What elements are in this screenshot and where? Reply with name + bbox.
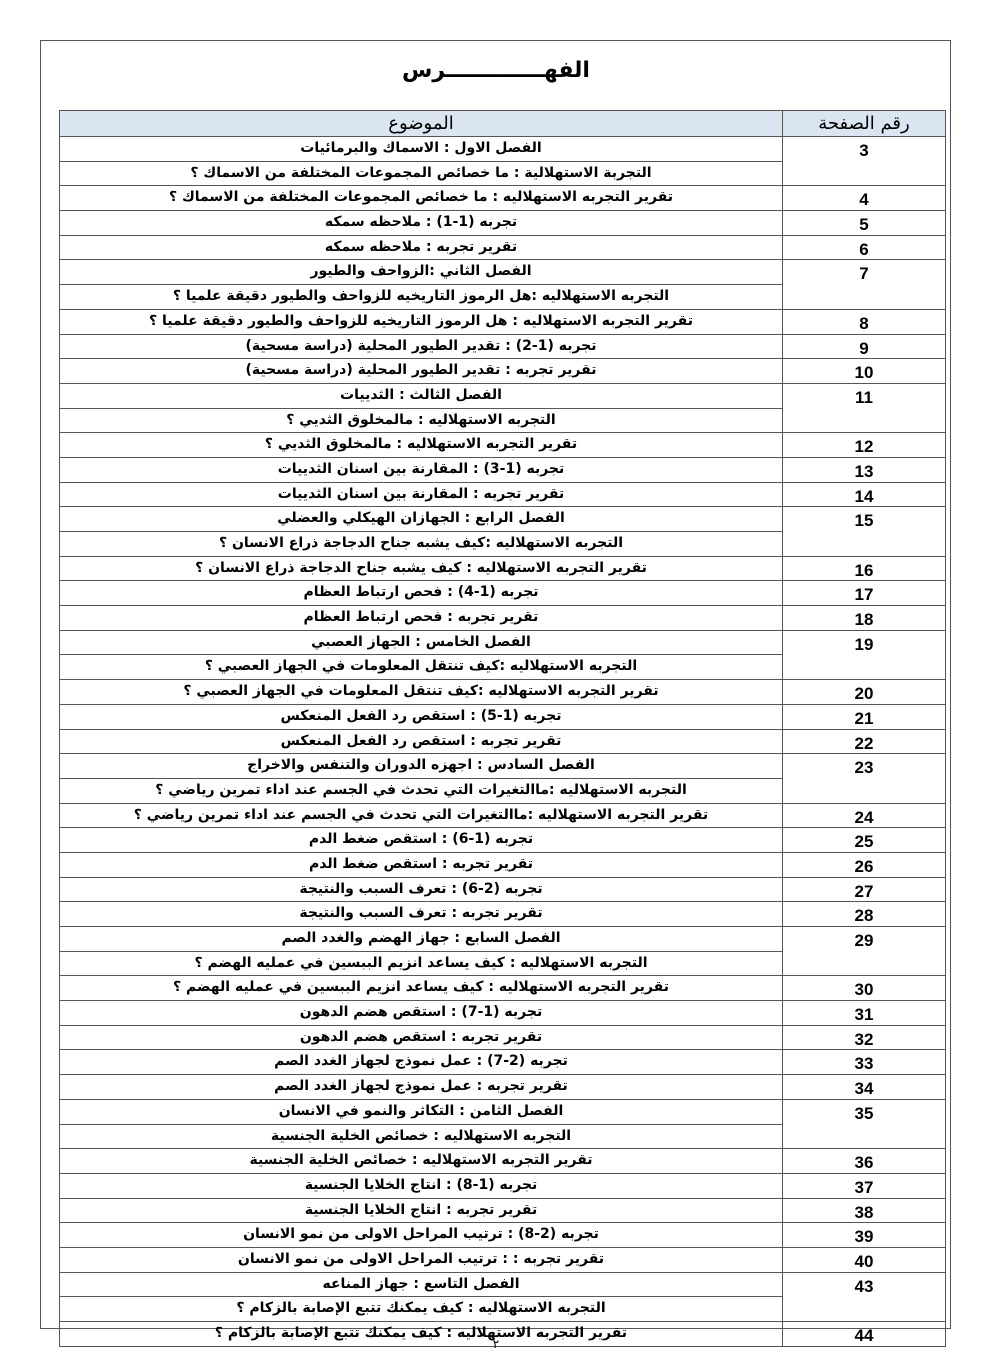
topic-line: تقرير التجربه الاستهلاليه :كيف تنتقل المعلومات في الجهاز العصبي ؟ bbox=[183, 683, 659, 700]
table-row bbox=[60, 680, 946, 705]
table-row bbox=[60, 309, 946, 334]
topic-line: تقرير تجربه : المقارنة بين اسنان الثدييات bbox=[277, 485, 565, 502]
topic-line: تقرير تجربه : عمل نموذج لجهاز الغدد الصم bbox=[274, 1078, 568, 1095]
page-number-cell bbox=[783, 902, 946, 927]
topic-line: تقرير تجربه : انتاج الخلايا الجنسية bbox=[304, 1201, 538, 1218]
page-number-cell bbox=[783, 1149, 946, 1174]
page-number: 10 bbox=[854, 363, 874, 383]
page-number-cell bbox=[783, 1099, 946, 1148]
page-number-cell bbox=[783, 680, 946, 705]
topic-line: تقرير التجربه الاستهلاليه : هل الرموز التاريخيه للزواحف والطيور دقيقة علميا ؟ bbox=[149, 312, 693, 329]
toc-body bbox=[60, 137, 946, 1347]
topic-cell bbox=[60, 482, 783, 507]
topic-line: تجربه (1-2) : تقدير الطيور المحلية (دراسة مسحية) bbox=[245, 337, 597, 354]
page-number: 23 bbox=[854, 758, 874, 778]
page-number-cell bbox=[783, 630, 946, 679]
page-number: 9 bbox=[859, 338, 869, 358]
table-row bbox=[60, 1075, 946, 1100]
table-row bbox=[60, 137, 946, 186]
topic-cell bbox=[60, 1173, 783, 1198]
table-row bbox=[60, 581, 946, 606]
page-number-cell bbox=[783, 754, 946, 803]
topic-line: الفصل الثاني :الزواحف والطيور bbox=[310, 263, 532, 280]
page-number-cell bbox=[783, 976, 946, 1001]
table-row bbox=[60, 630, 946, 679]
page-number-cell bbox=[783, 309, 946, 334]
table-row bbox=[60, 1223, 946, 1248]
page-number: 11 bbox=[855, 387, 873, 407]
page-number-cell bbox=[783, 581, 946, 606]
page-number-cell bbox=[783, 186, 946, 211]
topic-line: التجربه الاستهلاليه :هل الرموز التاريخيه للزواحف والطيور دقيقة علميا ؟ bbox=[60, 284, 782, 309]
topic-cell bbox=[60, 1149, 783, 1174]
topic-line: التجربه الاستهلاليه : خصائص الخلية الجنسية bbox=[60, 1124, 782, 1149]
footer-page-number: ٢ bbox=[492, 1337, 500, 1351]
topic-cell bbox=[60, 606, 783, 631]
topic-cell bbox=[60, 1223, 783, 1248]
topic-cell bbox=[60, 1198, 783, 1223]
topic-line: تقرير التجربه الاستهلاليه : ما خصائص المجموعات المختلفة من الاسماك ؟ bbox=[168, 189, 674, 206]
page-number-cell bbox=[783, 211, 946, 236]
topic-cell bbox=[60, 1099, 783, 1148]
page-number-cell bbox=[783, 852, 946, 877]
topic-line: التجربه الاستهلاليه : كيف يمكنك تتبع الإصابة بالزكام ؟ bbox=[60, 1296, 782, 1321]
topic-cell bbox=[60, 729, 783, 754]
table-row bbox=[60, 803, 946, 828]
topic-cell bbox=[60, 927, 783, 976]
table-row bbox=[60, 976, 946, 1001]
topic-line: تقرير تجربه : تقدير الطيور المحلية (دراسة مسحية) bbox=[245, 362, 597, 379]
page-number: 31 bbox=[854, 1005, 874, 1025]
table-row bbox=[60, 902, 946, 927]
page-number: 5 bbox=[859, 215, 869, 235]
table-row bbox=[60, 260, 946, 309]
page-number-cell bbox=[783, 828, 946, 853]
page-number: 40 bbox=[854, 1251, 874, 1271]
topic-cell bbox=[60, 457, 783, 482]
page-number: 32 bbox=[854, 1029, 874, 1049]
topic-line: تقرير تجربه : فحص ارتباط العظام bbox=[303, 609, 539, 626]
page-number: 14 bbox=[854, 486, 874, 506]
page-number: 25 bbox=[854, 832, 874, 852]
page-number-cell bbox=[783, 877, 946, 902]
topic-line: تقرير تجربه : تعرف السبب والنتيجة bbox=[299, 905, 543, 922]
topic-line: تجربه (1-3) : المقارنة بين اسنان الثدييات bbox=[277, 460, 565, 477]
topic-line: تقرير التجربه الاستهلاليه : كيف يساعد انزيم الببسين في عمليه الهضم ؟ bbox=[173, 979, 669, 996]
page-number-cell bbox=[783, 927, 946, 976]
page-number-cell bbox=[783, 359, 946, 384]
table-row bbox=[60, 457, 946, 482]
topic-cell bbox=[60, 186, 783, 211]
page-number-cell bbox=[783, 1050, 946, 1075]
topic-cell bbox=[60, 852, 783, 877]
page-number: 7 bbox=[859, 264, 869, 284]
header-topic: الموضوع bbox=[60, 111, 783, 137]
table-row bbox=[60, 507, 946, 556]
topic-line: تقرير التجربه الاستهلاليه : كيف يشبه جناح الدجاجة ذراع الانسان ؟ bbox=[195, 559, 647, 576]
topic-cell bbox=[60, 260, 783, 309]
topic-line: تجربه (2-8) : ترتيب المراحل الاولى من نمو الانسان bbox=[243, 1226, 599, 1243]
topic-line: تقرير تجربه : استقص هضم الدهون bbox=[299, 1028, 543, 1045]
topic-cell bbox=[60, 704, 783, 729]
table-row bbox=[60, 1149, 946, 1174]
topic-line: تقرير التجربه الاستهلاليه :ماالتغيرات التي تحدث في الجسم عند اداء تمرين رياضي ؟ bbox=[133, 806, 709, 823]
topic-line: تجربه (2-6) : تعرف السبب والنتيجة bbox=[299, 880, 543, 897]
table-row bbox=[60, 1247, 946, 1272]
topic-line: تقرير تجربه : ملاحظه سمكه bbox=[324, 238, 518, 255]
topic-cell bbox=[60, 1025, 783, 1050]
page-number: 33 bbox=[854, 1054, 874, 1074]
page-number-cell bbox=[783, 433, 946, 458]
page-number: 30 bbox=[854, 980, 874, 1000]
page-number-cell bbox=[783, 457, 946, 482]
page-number-cell bbox=[783, 1075, 946, 1100]
page-number: 27 bbox=[854, 881, 874, 901]
page-number-cell bbox=[783, 260, 946, 309]
table-row bbox=[60, 729, 946, 754]
page-number-cell bbox=[783, 1001, 946, 1026]
page-number: 18 bbox=[854, 610, 874, 630]
topic-line: الفصل السابع : جهاز الهضم والغدد الصم bbox=[281, 930, 561, 946]
topic-cell bbox=[60, 1272, 783, 1321]
page-number-cell bbox=[783, 1173, 946, 1198]
page-number: 21 bbox=[854, 708, 874, 728]
page-number-cell bbox=[783, 1025, 946, 1050]
page-number: 17 bbox=[854, 585, 874, 605]
table-header-row bbox=[60, 111, 946, 137]
topic-line: تجربه (1-8) : انتاج الخلايا الجنسية bbox=[304, 1176, 538, 1193]
page-number: 36 bbox=[854, 1153, 874, 1173]
topic-line: الفصل الخامس : الجهاز العصبي bbox=[311, 633, 531, 650]
topic-cell bbox=[60, 334, 783, 359]
topic-cell bbox=[60, 211, 783, 236]
topic-cell bbox=[60, 137, 783, 186]
topic-cell bbox=[60, 507, 783, 556]
page-number: 44 bbox=[854, 1326, 874, 1345]
table-row bbox=[60, 482, 946, 507]
page-number: 4 bbox=[859, 190, 869, 210]
table-row bbox=[60, 1099, 946, 1148]
table-row bbox=[60, 754, 946, 803]
table-row bbox=[60, 852, 946, 877]
page-number: 26 bbox=[854, 856, 874, 876]
page-number-cell bbox=[783, 803, 946, 828]
table-row bbox=[60, 1173, 946, 1198]
topic-line: الفصل الاول : الاسماك والبرمائيات bbox=[300, 140, 542, 156]
header-page-number: رقم الصفحة bbox=[783, 111, 946, 137]
topic-cell bbox=[60, 235, 783, 260]
topic-line: تقرير التجربه الاستهلاليه : مالمخلوق الثديي ؟ bbox=[264, 436, 578, 453]
topic-cell bbox=[60, 1050, 783, 1075]
topic-cell bbox=[60, 630, 783, 679]
toc-table bbox=[59, 110, 946, 1347]
topic-cell bbox=[60, 754, 783, 803]
topic-line: التجربه الاستهلاليه : كيف يساعد انزيم الببسين في عمليه الهضم ؟ bbox=[60, 951, 782, 976]
topic-line: تقرير التجربه الاستهلاليه : خصائص الخلية الجنسية bbox=[249, 1152, 593, 1169]
table-row bbox=[60, 334, 946, 359]
table-row bbox=[60, 433, 946, 458]
page-number: 16 bbox=[854, 560, 874, 580]
page-number-cell bbox=[783, 704, 946, 729]
page-number: 6 bbox=[859, 239, 869, 259]
page-number-cell bbox=[783, 556, 946, 581]
page-number-cell bbox=[783, 235, 946, 260]
topic-line: تقرير تجربه : : ترتيب المراحل الاولى من نمو الانسان bbox=[237, 1250, 605, 1267]
topic-cell bbox=[60, 680, 783, 705]
topic-cell bbox=[60, 803, 783, 828]
page-number: 39 bbox=[854, 1227, 874, 1247]
topic-line: التجربة الاستهلالية : ما خصائص المجموعات المختلفة من الاسماك ؟ bbox=[60, 161, 782, 186]
topic-line: تجربه (1-1) : ملاحظه سمكه bbox=[324, 214, 518, 231]
table-row bbox=[60, 359, 946, 384]
table-row bbox=[60, 877, 946, 902]
topic-line: التجربه الاستهلاليه :كيف تنتقل المعلومات في الجهاز العصبي ؟ bbox=[60, 654, 782, 679]
table-row bbox=[60, 235, 946, 260]
page-number-cell bbox=[783, 1247, 946, 1272]
topic-cell bbox=[60, 877, 783, 902]
page-number: 24 bbox=[854, 807, 874, 827]
page-number: 12 bbox=[854, 437, 874, 457]
table-row bbox=[60, 1198, 946, 1223]
topic-line: تجربه (1-7) : استقص هضم الدهون bbox=[299, 1004, 543, 1021]
topic-line: تجربه (2-7) : عمل نموذج لجهاز الغدد الصم bbox=[274, 1053, 568, 1070]
page-title: الفهـــــــــــــرس bbox=[402, 58, 590, 83]
page-number-cell bbox=[783, 507, 946, 556]
table-row bbox=[60, 211, 946, 236]
topic-line: تجربه (1-6) : استقص ضغط الدم bbox=[308, 831, 534, 848]
topic-cell bbox=[60, 1075, 783, 1100]
topic-line: تقرير تجربه : استقص رد الفعل المنعكس bbox=[280, 732, 562, 749]
page-number-cell bbox=[783, 334, 946, 359]
page-number: 35 bbox=[854, 1103, 874, 1123]
topic-cell bbox=[60, 383, 783, 432]
topic-line: تجربه (1-4) : فحص ارتباط العظام bbox=[303, 584, 539, 601]
page-number: 3 bbox=[859, 141, 869, 160]
page-number-cell bbox=[783, 1272, 946, 1321]
topic-line: الفصل الثالث : الثدييات bbox=[340, 386, 502, 403]
topic-cell bbox=[60, 902, 783, 927]
topic-line: الفصل التاسع : جهاز المناعه bbox=[322, 1275, 520, 1292]
page-number: 13 bbox=[854, 461, 874, 481]
table-row bbox=[60, 1050, 946, 1075]
page-number: 15 bbox=[854, 511, 874, 531]
page-number-cell bbox=[783, 383, 946, 432]
table-row bbox=[60, 606, 946, 631]
topic-cell bbox=[60, 359, 783, 384]
topic-cell bbox=[60, 828, 783, 853]
page-number: 37 bbox=[854, 1177, 874, 1197]
topic-line: الفصل الرابع : الجهازان الهيكلي والعضلي bbox=[277, 510, 565, 527]
topic-cell bbox=[60, 433, 783, 458]
page-number: 43 bbox=[854, 1276, 874, 1296]
page-number: 34 bbox=[854, 1079, 874, 1099]
page-number: 38 bbox=[854, 1202, 874, 1222]
page-number-cell bbox=[783, 137, 946, 186]
topic-cell bbox=[60, 309, 783, 334]
topic-line: تقرير تجربه : استقص ضغط الدم bbox=[308, 855, 534, 872]
topic-cell bbox=[60, 1247, 783, 1272]
page-number: 20 bbox=[854, 684, 874, 704]
table-row bbox=[60, 927, 946, 976]
page-number-cell bbox=[783, 1198, 946, 1223]
table-row bbox=[60, 556, 946, 581]
page-number-cell bbox=[783, 729, 946, 754]
table-row bbox=[60, 1001, 946, 1026]
page-number: 22 bbox=[854, 733, 874, 753]
page-number-cell bbox=[783, 482, 946, 507]
topic-line: تقرير التجربه الاستهلاليه : كيف يمكنك تتبع الإصابة بالزكام ؟ bbox=[214, 1325, 628, 1341]
table-row bbox=[60, 383, 946, 432]
page-number: 19 bbox=[854, 634, 874, 654]
topic-cell bbox=[60, 581, 783, 606]
topic-line: التجربه الاستهلاليه :كيف يشبه جناح الدجاجة ذراع الانسان ؟ bbox=[60, 531, 782, 556]
table-row bbox=[60, 828, 946, 853]
table-row bbox=[60, 1272, 946, 1321]
page-number-cell bbox=[783, 606, 946, 631]
page-number: 28 bbox=[854, 906, 874, 926]
page-number: 8 bbox=[859, 313, 869, 333]
topic-line: تجربه (1-5) : استقص رد الفعل المنعكس bbox=[280, 707, 562, 724]
table-row bbox=[60, 186, 946, 211]
topic-cell bbox=[60, 556, 783, 581]
table-row bbox=[60, 704, 946, 729]
topic-line: الفصل الثامن : التكاثر والنمو في الانسان bbox=[278, 1102, 564, 1119]
topic-line: التجربه الاستهلاليه :ماالتغيرات التي تحدث في الجسم عند اداء تمرين رياضي ؟ bbox=[60, 778, 782, 803]
topic-line: الفصل السادس : اجهزه الدوران والتنفس والاخراج bbox=[247, 757, 595, 774]
topic-line: التجربه الاستهلاليه : مالمخلوق الثديي ؟ bbox=[60, 408, 782, 433]
topic-cell bbox=[60, 976, 783, 1001]
topic-cell bbox=[60, 1001, 783, 1026]
page-number-cell bbox=[783, 1223, 946, 1248]
page-number: 29 bbox=[854, 931, 874, 950]
table-row bbox=[60, 1025, 946, 1050]
